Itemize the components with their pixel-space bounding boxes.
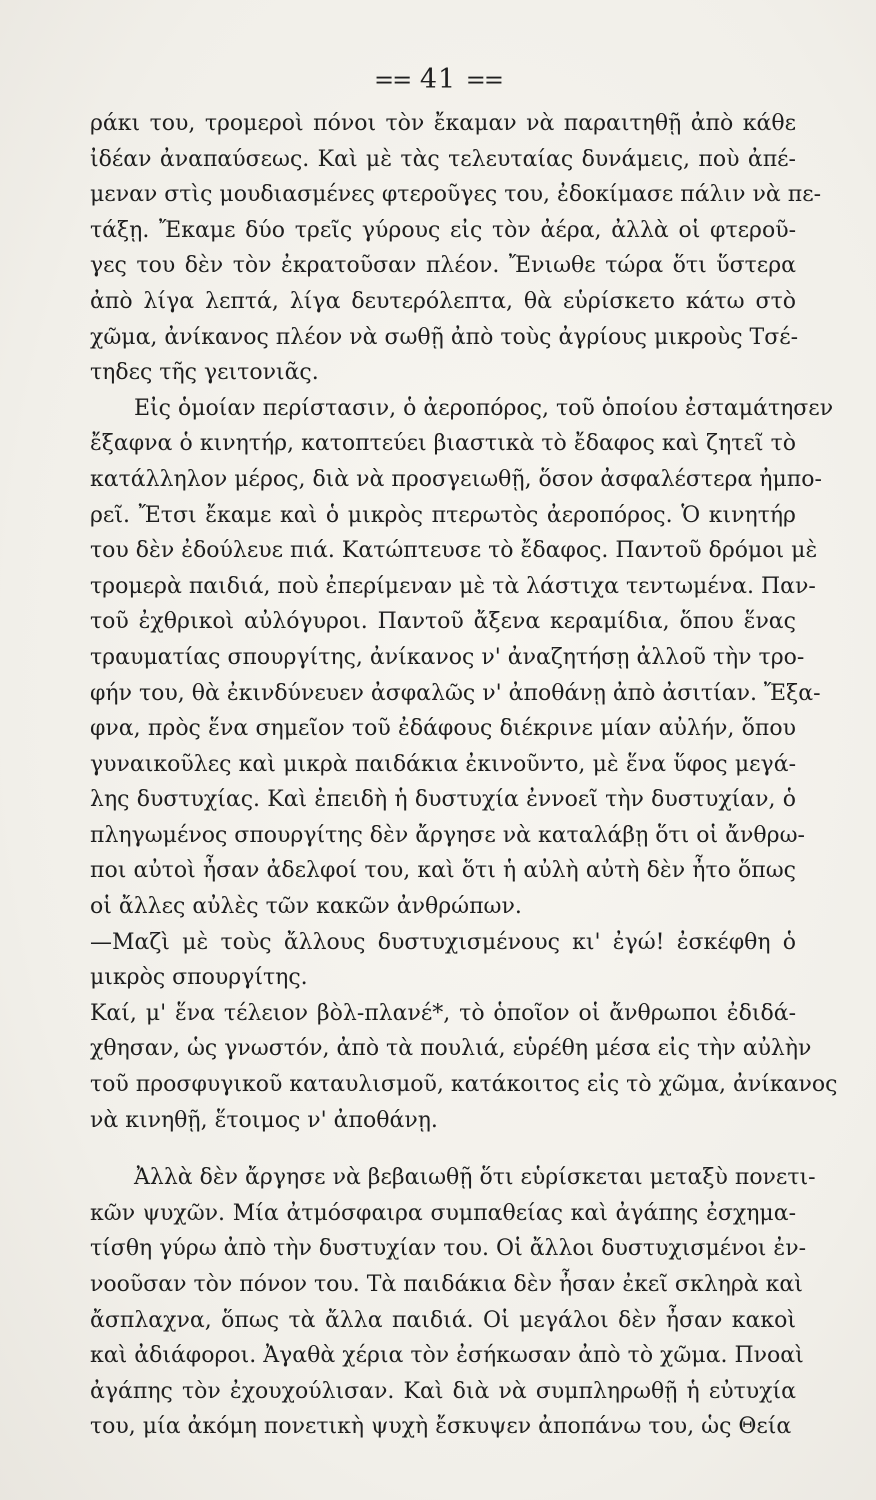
text-line: ρεῖ. Ἔτσι ἔκαμε καὶ ὁ μικρὸς πτερωτὸς ἀεροπόρος. Ὁ κινητήρ: [90, 502, 796, 528]
text-line: πληγωμένος σπουργίτης δὲν ἄργησε νὰ καταλάβῃ ὅτι οἱ ἄνθρω-: [90, 822, 805, 848]
text-line: γες του δὲν τὸν ἐκρατοῦσαν πλέον. Ἔνιωθε τώρα ὅτι ὕστερα: [90, 253, 796, 279]
text-line: κῶν ψυχῶν. Μία ἀτμόσφαιρα συμπαθείας καὶ ἀγάπης ἐσχημα-: [90, 1200, 796, 1226]
paragraph: [90, 1160, 816, 1445]
text-line: μικρὸς σπουργίτης.: [90, 965, 308, 991]
text-line: Καί, μ' ἕνα τέλειον βὸλ-πλανέ*, τὸ ὁποῖον οἱ ἄνθρωποι ἐδιδά-: [90, 1000, 796, 1026]
text-line: Ἀλλὰ δὲν ἄργησε νὰ βεβαιωθῇ ὅτι εὑρίσκεται μεταξὺ πονετι-: [134, 1165, 816, 1191]
text-line: ἀπὸ λίγα λεπτά, λίγα δευτερόλεπτα, θὰ εὑρίσκετο κάτω στὸ: [90, 288, 796, 314]
text-line: κατάλληλον μέρος, διὰ νὰ προσγειωθῇ, ὅσον ἀσφαλέστερα ἠμπο-: [90, 466, 822, 492]
text-line: φνα, πρὸς ἕνα σημεῖον τοῦ ἐδάφους διέκρινε μίαν αὐλήν, ὅπου: [90, 716, 796, 742]
body-text: [90, 106, 838, 1445]
paragraph: [90, 106, 822, 391]
text-line: Εἰς ὁμοίαν περίστασιν, ὁ ἀεροπόρος, τοῦ ὁποίου ἐσταμάτησεν: [134, 395, 834, 421]
text-line: λης δυστυχίας. Καὶ ἐπειδὴ ἡ δυστυχία ἐννοεῖ τὴν δυστυχίαν, ὁ: [90, 787, 796, 813]
page-number-value: 41: [419, 64, 457, 95]
paragraph: [90, 925, 796, 996]
text-line: νὰ κινηθῇ, ἕτοιμος ν' ἀποθάνῃ.: [90, 1107, 438, 1133]
text-line: τάξῃ. Ἔκαμε δύο τρεῖς γύρους εἰς τὸν ἀέρα, ἀλλὰ οἱ φτεροῦ-: [90, 217, 796, 243]
text-line: χθησαν, ὡς γνωστόν, ἀπὸ τὰ πουλιά, εὑρέθη μέσα εἰς τὴν αὐλὴν: [90, 1036, 812, 1062]
text-line: καὶ ἀδιάφοροι. Ἀγαθὰ χέρια τὸν ἐσήκωσαν ἀπὸ τὸ χῶμα. Πνοαὶ: [90, 1343, 804, 1369]
text-line: τοῦ προσφυγικοῦ καταυλισμοῦ, κατάκοιτος εἰς τὸ χῶμα, ἀνίκανος: [90, 1072, 838, 1098]
text-line: χῶμα, ἀνίκανος πλέον νὰ σωθῇ ἀπὸ τοὺς ἀγρίους μικροὺς Τσέ-: [90, 324, 799, 350]
text-line: μεναν στὶς μουδιασμένες φτεροῦγες του, ἐδοκίμασε πάλιν νὰ πε-: [90, 182, 822, 208]
page-number-right-rule: ==: [465, 66, 502, 94]
text-line: τοῦ ἐχθρικοὶ αὐλόγυροι. Παντοῦ ἄξενα κεραμίδια, ὅπου ἕνας: [90, 609, 796, 635]
text-line: νοοῦσαν τὸν πόνον του. Τὰ παιδάκια δὲν ἦσαν ἐκεῖ σκληρὰ καὶ: [90, 1272, 803, 1297]
page-number-left-rule: ==: [374, 66, 411, 94]
text-line: του δὲν ἐδούλευε πιά. Κατώπτευσε τὸ ἔδαφος. Παντοῦ δρόμοι μὲ: [90, 538, 818, 564]
paragraph: [90, 996, 838, 1138]
text-line: τρομερὰ παιδιά, ποὺ ἐπερίμεναν μὲ τὰ λάστιχα τεντωμένα. Παν-: [90, 573, 816, 599]
text-line: του, μία ἀκόμη πονετικὴ ψυχὴ ἔσκυψεν ἀποπάνω του, ὡς Θεία: [90, 1414, 792, 1440]
paragraph: [90, 391, 834, 925]
text-line: ποι αὐτοὶ ἦσαν ἀδελφοί του, καὶ ὅτι ἡ αὐλὴ αὐτὴ δὲν ἦτο ὅπως: [90, 858, 796, 884]
text-line: γυναικοῦλες καὶ μικρὰ παιδάκια ἐκινοῦντο, μὲ ἕνα ὕφος μεγά-: [90, 751, 796, 777]
text-line: —Μαζὶ μὲ τοὺς ἄλλους δυστυχισμένους κι' ἐγώ! ἐσκέφθη ὁ: [90, 929, 796, 955]
text-line: τηδες τῆς γειτονιᾶς.: [90, 360, 319, 386]
text-line: φήν του, θὰ ἐκινδύνευεν ἀσφαλῶς ν' ἀποθάνῃ ἀπὸ ἀσιτίαν. Ἔξα-: [90, 680, 821, 706]
page-number: [0, 64, 876, 95]
text-line: ἀγάπης τὸν ἐχουχούλισαν. Καὶ διὰ νὰ συμπληρωθῇ ἡ εὐτυχία: [90, 1378, 796, 1404]
text-line: ἔξαφνα ὁ κινητήρ, κατοπτεύει βιαστικὰ τὸ ἔδαφος καὶ ζητεῖ τὸ: [90, 431, 796, 457]
text-line: οἱ ἄλλες αὐλὲς τῶν κακῶν ἀνθρώπων.: [90, 894, 522, 920]
text-line: τραυματίας σπουργίτης, ἀνίκανος ν' ἀναζητήσῃ ἀλλοῦ τὴν τρο-: [90, 644, 805, 670]
paragraph-gap: [90, 1138, 796, 1160]
text-line: ράκι του, τρομεροὶ πόνοι τὸν ἔκαμαν νὰ παραιτηθῇ ἀπὸ κάθε: [90, 111, 796, 136]
text-line: ἰδέαν ἀναπαύσεως. Καὶ μὲ τὰς τελευταίας δυνάμεις, ποὺ ἀπέ-: [90, 146, 796, 172]
text-line: ἄσπλαχνα, ὅπως τὰ ἄλλα παιδιά. Οἱ μεγάλοι δὲν ἦσαν κακοὶ: [90, 1307, 796, 1333]
text-line: τίσθη γύρω ἀπὸ τὴν δυστυχίαν του. Οἱ ἄλλοι δυστυχισμένοι ἐν-: [90, 1236, 806, 1262]
